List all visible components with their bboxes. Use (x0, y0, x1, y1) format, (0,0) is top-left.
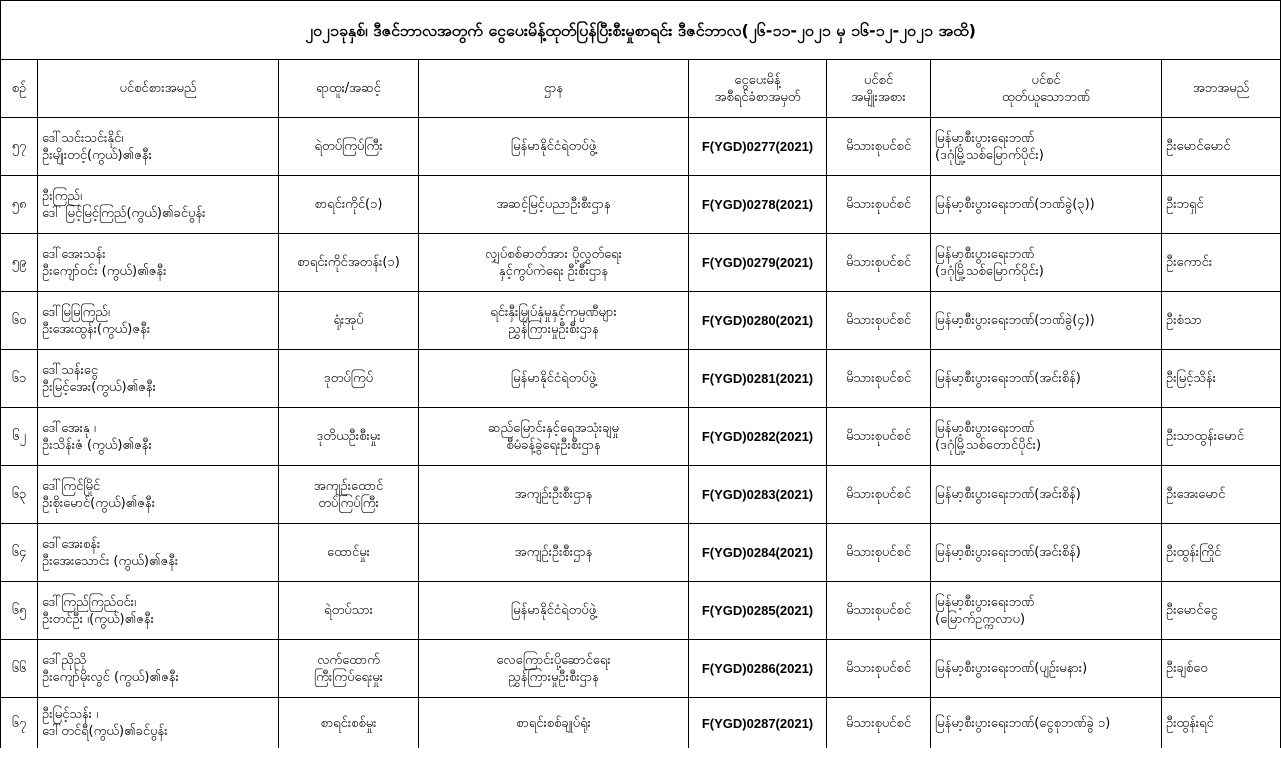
cell-department-text: မြန်မာနိုင်ငံရဲတပ်ဖွဲ့ (510, 371, 597, 386)
cell-rank-text: ဒုတိယဦးစီးမှုး (316, 429, 381, 444)
cell-pensioner-name-text: ဦးမြင့်အေး(ကွယ်)၏ဇနီး (42, 379, 156, 395)
cell-pensioner-name (38, 408, 279, 466)
header-label: အဘအမည် (1192, 81, 1250, 96)
cell-father-name-text: ဦးမောင်ငွေ (1166, 603, 1218, 618)
cell-no (1, 582, 38, 640)
cell-report-number-text: F(YGD)0287(2021) (701, 715, 814, 731)
cell-pension-type-text: မိသားစုပင်စင် (845, 715, 912, 731)
cell-father-name-text: ဦးစံသာ (1166, 313, 1202, 328)
cell-no (1, 176, 38, 234)
table-row (1, 350, 1281, 408)
cell-department-text: ရင်းနှီးမြှုပ်နှံမှုနှင့်ကုမ္ပဏီများ (490, 304, 617, 320)
cell-bank-text: မြန်မာ့စီးပွားရေးဘဏ် (935, 246, 1035, 262)
cell-father-name-text: ဦးကောင်း (1166, 255, 1213, 270)
cell-department-text: မြန်မာနိုင်ငံရဲတပ်ဖွဲ့ (510, 139, 597, 154)
cell-pensioner-name-text: ဒေါ်သန်းငွေ (42, 362, 99, 378)
cell-pensioner-name (38, 292, 279, 350)
cell-bank-text: မြန်မာ့စီးပွားရေးဘဏ် (935, 130, 1035, 146)
cell-no-text: ၅၉ (11, 255, 27, 270)
cell-bank (931, 524, 1162, 582)
table-row (1, 292, 1281, 350)
table-row (1, 176, 1281, 234)
col-header-pensioner-name (38, 60, 279, 118)
cell-department-text: နှင့်ကွပ်ကဲရေး ဦးစီးဌာန (498, 263, 609, 279)
cell-pensioner-name-text: ဒေါ်တင်ရီ(ကွယ်)၏ခင်ပွန်း (42, 724, 168, 739)
cell-pensioner-name (38, 118, 279, 176)
cell-father-name (1162, 524, 1281, 582)
cell-rank-text: ရုံးအုပ် (333, 313, 364, 328)
cell-pension-type (827, 582, 931, 640)
header-label: ငွေပေးမိန့် (734, 72, 781, 88)
cell-department-text: ဆည်မြောင်းနှင့်ရေအသုံးချမှု (488, 420, 619, 436)
cell-department-text: ညွှန်ကြားမှုဦးစီးဌာန (508, 669, 599, 685)
cell-rank-text: စာရင်းကိုင်အတန်း(၁) (297, 255, 400, 270)
cell-rank-text: ရဲတပ်ကြပ်ကြီး (314, 139, 383, 154)
cell-department-text: လေကြောင်းပို့ဆောင်ရေး (496, 652, 611, 668)
cell-bank-text: (ဒဂုံမြို့သစ်မြောက်ပိုင်း) (935, 147, 1044, 163)
header-row (1, 60, 1281, 118)
col-header-father-name (1162, 60, 1281, 118)
table-row (1, 640, 1281, 698)
cell-report-number (689, 698, 827, 749)
header-label: ပင်စင် (1031, 72, 1061, 88)
cell-bank-text: မြန်မာ့စီးပွားရေးဘဏ်(ဘဏ်ခွဲ(၃)) (935, 197, 1095, 212)
table-row (1, 408, 1281, 466)
cell-department (419, 698, 689, 749)
cell-no (1, 524, 38, 582)
cell-pensioner-name-text: ဦးစိုးမောင်(ကွယ်)၏ဇနီး (42, 495, 155, 511)
table-row (1, 698, 1281, 749)
cell-no-text: ၆၅ (11, 603, 27, 618)
cell-bank (931, 698, 1162, 749)
table-body (1, 118, 1281, 749)
cell-department (419, 640, 689, 698)
cell-rank-text: ရဲတပ်သား (324, 603, 373, 618)
cell-father-name-text: ဦးချစ်ဝေ (1166, 661, 1208, 676)
cell-father-name-text: ဦးအေးမောင် (1166, 487, 1226, 502)
cell-no (1, 292, 38, 350)
cell-bank-text: မြန်မာ့စီးပွားရေးဘဏ်(ပျဉ်းမနား) (935, 661, 1088, 676)
cell-report-number (689, 350, 827, 408)
cell-bank-text: မြန်မာ့စီးပွားရေးဘဏ် (935, 420, 1035, 436)
cell-report-number-text: F(YGD)0286(2021) (701, 661, 814, 676)
cell-father-name (1162, 640, 1281, 698)
cell-no (1, 118, 38, 176)
cell-father-name (1162, 350, 1281, 408)
cell-pensioner-name-text: ဒေါ်ကြည်ကြည်ဝင်း၊ (42, 594, 137, 610)
cell-father-name (1162, 466, 1281, 524)
cell-report-number (689, 524, 827, 582)
cell-rank-text: တပ်ကြပ်ကြီး (318, 495, 379, 511)
table-row (1, 234, 1281, 292)
cell-report-number-text: F(YGD)0282(2021) (701, 429, 814, 444)
col-header-pension-type (827, 60, 931, 118)
cell-pension-type (827, 350, 931, 408)
cell-report-number-text: F(YGD)0280(2021) (701, 313, 814, 328)
header-label-line2: အမျိုးအစား (851, 89, 906, 105)
cell-department-text: စီမံခန့်ခွဲရေးဦးစီးဌာန (506, 437, 601, 453)
cell-rank (279, 234, 419, 292)
cell-department-text: အကျဉ်းဦးစီးဌာန (514, 545, 593, 560)
cell-department (419, 292, 689, 350)
col-header-department (419, 60, 689, 118)
cell-bank-text: မြန်မာ့စီးပွားရေးဘဏ်(ငွေစုဘဏ်ခွဲ ၁) (935, 715, 1111, 731)
cell-pensioner-name-text: ဒေါ်အေးစန်း (42, 536, 101, 552)
cell-no (1, 234, 38, 292)
cell-pensioner-name-text: ဦးတင်ဦး ၊(ကွယ်)၏ဇနီး (42, 611, 154, 627)
cell-father-name (1162, 292, 1281, 350)
cell-father-name (1162, 698, 1281, 749)
cell-rank-text: အကျဉ်းထောင် (313, 478, 384, 494)
cell-no-text: ၆၀ (11, 313, 27, 328)
cell-pension-type-text: မိသားစုပင်စင် (845, 487, 912, 502)
cell-pension-type-text: မိသားစုပင်စင် (845, 661, 912, 676)
col-header-report-number (689, 60, 827, 118)
cell-report-number (689, 118, 827, 176)
cell-department-text: ညွှန်ကြားမှုဦးစီးဌာန (508, 321, 599, 337)
col-header-rank (279, 60, 419, 118)
cell-no-text: ၆၄ (11, 545, 27, 560)
cell-rank (279, 466, 419, 524)
cell-bank-text: (မြောက်ဥက္ကလာပ) (935, 611, 1026, 627)
cell-rank (279, 176, 419, 234)
cell-pension-type-text: မိသားစုပင်စင် (845, 255, 912, 270)
cell-pensioner-name (38, 234, 279, 292)
col-header-bank (931, 60, 1162, 118)
cell-department (419, 582, 689, 640)
cell-pension-type (827, 698, 931, 749)
cell-bank (931, 234, 1162, 292)
cell-pensioner-name-text: ဒေါ်သင်းသင်းနိုင်၊ (42, 130, 124, 146)
cell-department-text: အဆင့်မြင့်ပညာဦးစီးဌာန (496, 197, 611, 212)
cell-no-text: ၆၇ (11, 715, 27, 731)
cell-report-number (689, 292, 827, 350)
cell-rank (279, 698, 419, 749)
cell-no-text: ၆၆ (11, 661, 27, 676)
cell-pension-type (827, 408, 931, 466)
cell-pensioner-name (38, 582, 279, 640)
cell-father-name-text: ဦးထွန်းရင် (1166, 715, 1214, 731)
cell-bank-text: (ဒဂုံမြို့သစ်မြောက်ပိုင်း) (935, 263, 1044, 279)
cell-report-number-text: F(YGD)0281(2021) (701, 371, 814, 386)
cell-pensioner-name-text: ဦးသိန်းဇံ (ကွယ်)၏ဇနီး (42, 437, 152, 453)
header-label: ဌာန (543, 81, 564, 96)
cell-pensioner-name-text: ဦးကြည်၊ (42, 188, 83, 204)
cell-pension-type (827, 234, 931, 292)
cell-department (419, 350, 689, 408)
cell-no-text: ၅၈ (11, 197, 27, 212)
cell-pension-type-text: မိသားစုပင်စင် (845, 429, 912, 444)
col-header-no (1, 60, 38, 118)
cell-pensioner-name (38, 698, 279, 749)
cell-bank-text: မြန်မာ့စီးပွားရေးဘဏ်(အင်းစိန်) (935, 487, 1081, 502)
cell-report-number-text: F(YGD)0283(2021) (701, 487, 814, 502)
cell-bank-text: (ဒဂုံမြို့သစ်တောင်ပိုင်း) (935, 437, 1042, 453)
header-label: ရာထူး/အဆင့် (316, 81, 381, 96)
cell-bank (931, 176, 1162, 234)
cell-pensioner-name-text: ဒေါ်ကြင်မြိုင် (42, 478, 101, 494)
cell-rank (279, 524, 419, 582)
cell-report-number-text: F(YGD)0279(2021) (701, 255, 814, 270)
cell-report-number (689, 234, 827, 292)
header-label-line2: အစီရင်ခံစာအမှတ် (714, 89, 801, 105)
cell-report-number (689, 408, 827, 466)
cell-father-name-text: ဦးမြင့်သိန်း (1166, 371, 1216, 386)
cell-department (419, 466, 689, 524)
cell-pensioner-name-text: ဦးမျိုးတင့်(ကွယ်)၏ဇနီး (42, 147, 152, 163)
cell-no-text: ၆၂ (12, 429, 26, 444)
cell-bank-text: မြန်မာ့စီးပွားရေးဘဏ် (935, 594, 1035, 610)
cell-father-name (1162, 234, 1281, 292)
cell-no (1, 466, 38, 524)
cell-department (419, 408, 689, 466)
cell-rank-text: စာရင်းစစ်မှုး (320, 715, 377, 731)
header-label: စဉ် (11, 81, 27, 96)
cell-father-name-text: ဦးမောင်မောင် (1166, 139, 1231, 154)
cell-father-name (1162, 408, 1281, 466)
cell-pensioner-name-text: ဒေါ်မြမြကြည်၊ (42, 304, 110, 320)
cell-rank (279, 118, 419, 176)
cell-report-number (689, 176, 827, 234)
cell-report-number-text: F(YGD)0284(2021) (701, 545, 814, 560)
cell-no (1, 408, 38, 466)
cell-pensioner-name (38, 640, 279, 698)
cell-bank (931, 466, 1162, 524)
cell-pension-type (827, 176, 931, 234)
cell-pensioner-name (38, 466, 279, 524)
cell-department-text: စာရင်းစစ်ချုပ်ရုံး (516, 715, 591, 731)
cell-pensioner-name-text: ဒေါ်အေးနု ၊ (42, 420, 96, 436)
cell-rank (279, 640, 419, 698)
cell-no (1, 350, 38, 408)
cell-department-text: အကျဉ်းဦးစီးဌာန (514, 487, 593, 502)
cell-pensioner-name-text: ဦးအေးသောင်း (ကွယ်)၏ဇနီး (42, 553, 179, 569)
cell-rank (279, 350, 419, 408)
cell-no-text: ၅၇ (11, 139, 27, 154)
cell-father-name (1162, 176, 1281, 234)
header-label: ပင်စင်စားအမည် (119, 81, 197, 96)
cell-report-number-text: F(YGD)0277(2021) (701, 139, 814, 154)
cell-pension-type (827, 466, 931, 524)
cell-department-text: လျှပ်စစ်ဓာတ်အား ပို့လွှတ်ရေး (485, 246, 622, 262)
cell-rank-text: လက်ထောက် (317, 652, 380, 668)
cell-father-name (1162, 582, 1281, 640)
cell-pensioner-name (38, 524, 279, 582)
cell-pensioner-name-text: ဦးမြင့်သန်း ၊ (42, 707, 99, 722)
cell-father-name-text: ဦးသာထွန်းမောင် (1166, 429, 1245, 444)
cell-department (419, 176, 689, 234)
cell-rank (279, 292, 419, 350)
cell-pensioner-name-text: ဦးကျော်ဝင်း (ကွယ်)၏ဇနီး (42, 263, 167, 279)
cell-bank-text: မြန်မာ့စီးပွားရေးဘဏ်(အင်းစိန်) (935, 371, 1081, 386)
cell-pension-type-text: မိသားစုပင်စင် (845, 139, 912, 154)
cell-bank-text: မြန်မာ့စီးပွားရေးဘဏ်(ဘဏ်ခွဲ(၄)) (935, 313, 1095, 328)
cell-pensioner-name-text: ဒေါ်အေးသန်း (42, 246, 106, 262)
cell-rank-text: ဒုတပ်ကြပ် (323, 371, 374, 386)
header-label-line2: ထုတ်ယူသောဘဏ် (1002, 89, 1090, 105)
cell-pension-type (827, 640, 931, 698)
cell-report-number (689, 466, 827, 524)
cell-bank-text: မြန်မာ့စီးပွားရေးဘဏ်(အင်းစိန်) (935, 545, 1081, 560)
cell-pensioner-name-text: ဦးအေးထွန်း(ကွယ်)ဇနီး (42, 321, 151, 337)
cell-report-number (689, 640, 827, 698)
cell-bank (931, 292, 1162, 350)
cell-rank (279, 582, 419, 640)
cell-pension-type (827, 292, 931, 350)
cell-rank (279, 408, 419, 466)
cell-pensioner-name-text: ဒေါ် မြင့်မြင့်ကြည်(ကွယ်)၏ခင်ပွန်း (42, 205, 206, 221)
cell-bank (931, 118, 1162, 176)
cell-pension-type-text: မိသားစုပင်စင် (845, 197, 912, 212)
cell-bank (931, 350, 1162, 408)
table-row (1, 466, 1281, 524)
cell-pensioner-name (38, 176, 279, 234)
cell-department (419, 524, 689, 582)
cell-department (419, 118, 689, 176)
cell-no (1, 640, 38, 698)
cell-department (419, 234, 689, 292)
table-row (1, 582, 1281, 640)
cell-pension-type-text: မိသားစုပင်စင် (845, 313, 912, 328)
cell-father-name-text: ဦးထွန်းကြိုင် (1166, 545, 1222, 560)
cell-no-text: ၆၃ (11, 487, 27, 502)
cell-pension-type (827, 118, 931, 176)
document-title: ၂၀၂၁ခုနှစ်၊ ဒီဇင်ဘာလအတွက် ငွေပေးမိန့်ထုတ်ပြန်ပြီးစီးမှုစာရင်း ဒီဇင်ဘာလ(၂၆-၁၁-၂၀၂၁ မှ ၁၆-၁၂-၂၀၂၁ အထိ) (1, 1, 1281, 60)
cell-bank (931, 582, 1162, 640)
cell-no-text: ၆၁ (11, 371, 27, 386)
cell-pensioner-name (38, 350, 279, 408)
table-row (1, 118, 1281, 176)
cell-pension-type-text: မိသားစုပင်စင် (845, 545, 912, 560)
cell-bank (931, 640, 1162, 698)
cell-pensioner-name-text: ဒေါ်ညိုညို (42, 652, 87, 668)
cell-pension-type-text: မိသားစုပင်စင် (845, 371, 912, 386)
cell-father-name (1162, 118, 1281, 176)
cell-pension-type (827, 524, 931, 582)
header-label: ပင်စင် (863, 72, 894, 88)
cell-father-name-text: ဦးဘရှင် (1166, 197, 1204, 212)
table-row (1, 524, 1281, 582)
cell-rank-text: ထောင်မှုး (327, 545, 370, 560)
cell-report-number (689, 582, 827, 640)
cell-pensioner-name-text: ဦးကျော်မိုးလွင် (ကွယ်)၏ဇနီး (42, 669, 179, 685)
cell-rank-text: စာရင်းကိုင်(၁) (314, 197, 383, 212)
cell-bank (931, 408, 1162, 466)
cell-pension-type-text: မိသားစုပင်စင် (845, 603, 912, 618)
cell-no (1, 698, 38, 749)
cell-rank-text: ကြီးကြပ်ရေးမှုး (313, 669, 384, 685)
cell-report-number-text: F(YGD)0285(2021) (701, 603, 814, 618)
cell-department-text: မြန်မာနိုင်ငံရဲတပ်ဖွဲ့ (510, 603, 597, 618)
cell-report-number-text: F(YGD)0278(2021) (701, 197, 814, 212)
